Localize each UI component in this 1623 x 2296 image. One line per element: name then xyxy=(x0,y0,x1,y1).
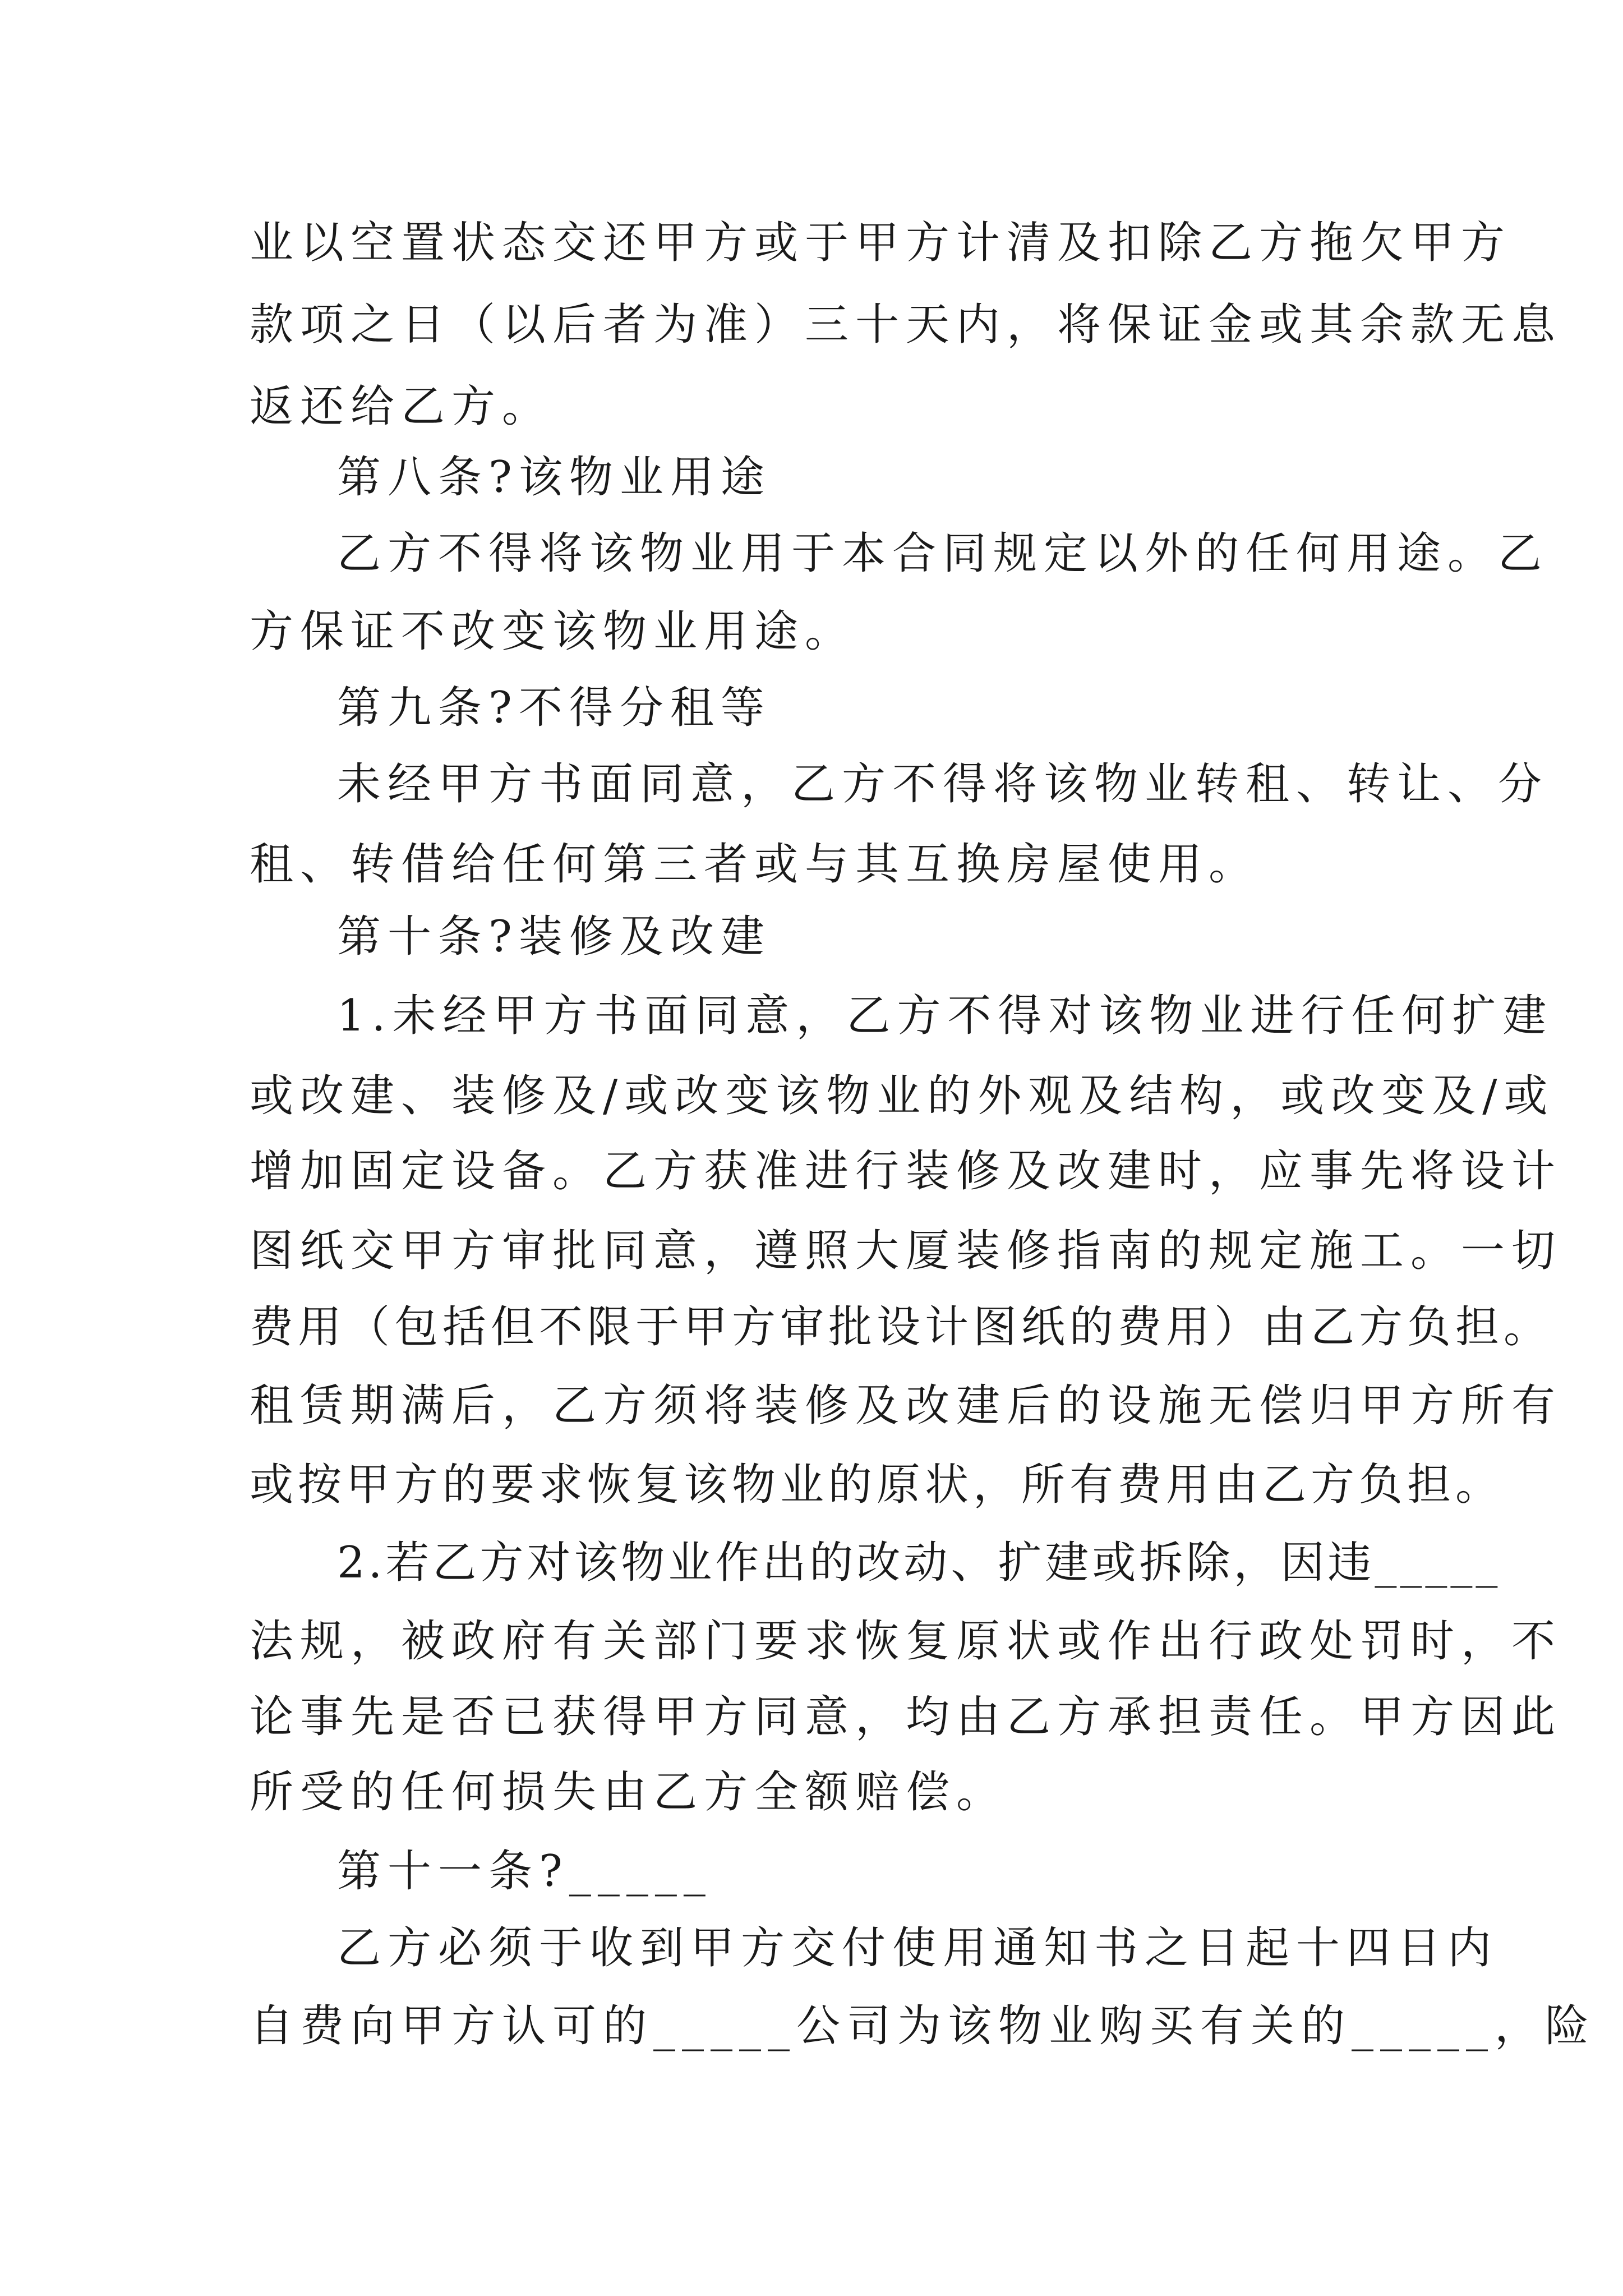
body-line-8: 未经甲方书面同意，乙方不得将该物业转租、转让、分 xyxy=(337,759,1549,809)
body-line-11: 1.未经甲方书面同意，乙方不得对该物业进行任何扩建 xyxy=(337,991,1553,1041)
body-line-16: 租赁期满后，乙方须将装修及改建后的设施无偿归甲方所有 xyxy=(250,1381,1562,1431)
body-line-23: 乙方必须于收到甲方交付使用通知书之日起十四日内 xyxy=(337,1923,1498,1973)
body-line-3: 返还给乙方。 xyxy=(250,381,553,432)
body-line-24: 自费向甲方认可的_____公司为该物业购买有关的_____，险 xyxy=(250,2001,1596,2051)
body-line-2: 款项之日（以后者为准）三十天内，将保证金或其余款无息 xyxy=(250,300,1562,350)
section-heading-9: 第九条?不得分租等 xyxy=(337,683,771,733)
body-line-14: 图纸交甲方审批同意，遵照大厦装修指南的规定施工。一切 xyxy=(250,1226,1562,1276)
body-line-20: 论事先是否已获得甲方同意，均由乙方承担责任。甲方因此 xyxy=(250,1692,1562,1742)
body-line-6: 方保证不改变该物业用途。 xyxy=(250,606,856,657)
body-line-13: 增加固定设备。乙方获准进行装修及改建时，应事先将设计 xyxy=(250,1146,1562,1197)
body-line-12: 或改建、装修及/或改变该物业的外观及结构，或改变及/或 xyxy=(250,1071,1555,1121)
body-line-5: 乙方不得将该物业用于本合同规定以外的任何用途。乙 xyxy=(337,528,1549,579)
section-heading-11: 第十一条?_____ xyxy=(337,1846,712,1897)
body-line-17: 或按甲方的要求恢复该物业的原状，所有费用由乙方负担。 xyxy=(250,1460,1504,1510)
body-line-19: 法规，被政府有关部门要求恢复原状或作出行政处罚时，不 xyxy=(250,1616,1562,1667)
body-line-21: 所受的任何损失由乙方全额赔偿。 xyxy=(250,1767,1007,1818)
body-line-15: 费用（包括但不限于甲方审批设计图纸的费用）由乙方负担。 xyxy=(250,1302,1552,1352)
section-heading-10: 第十条?装修及改建 xyxy=(337,912,771,962)
body-line-9: 租、转借给任何第三者或与其互换房屋使用。 xyxy=(250,839,1260,890)
body-line-1: 业以空置状态交还甲方或于甲方计清及扣除乙方拖欠甲方 xyxy=(250,218,1512,268)
body-line-18: 2.若乙方对该物业作出的改动、扩建或拆除，因违_____ xyxy=(337,1538,1501,1588)
section-heading-8: 第八条?该物业用途 xyxy=(337,452,771,503)
